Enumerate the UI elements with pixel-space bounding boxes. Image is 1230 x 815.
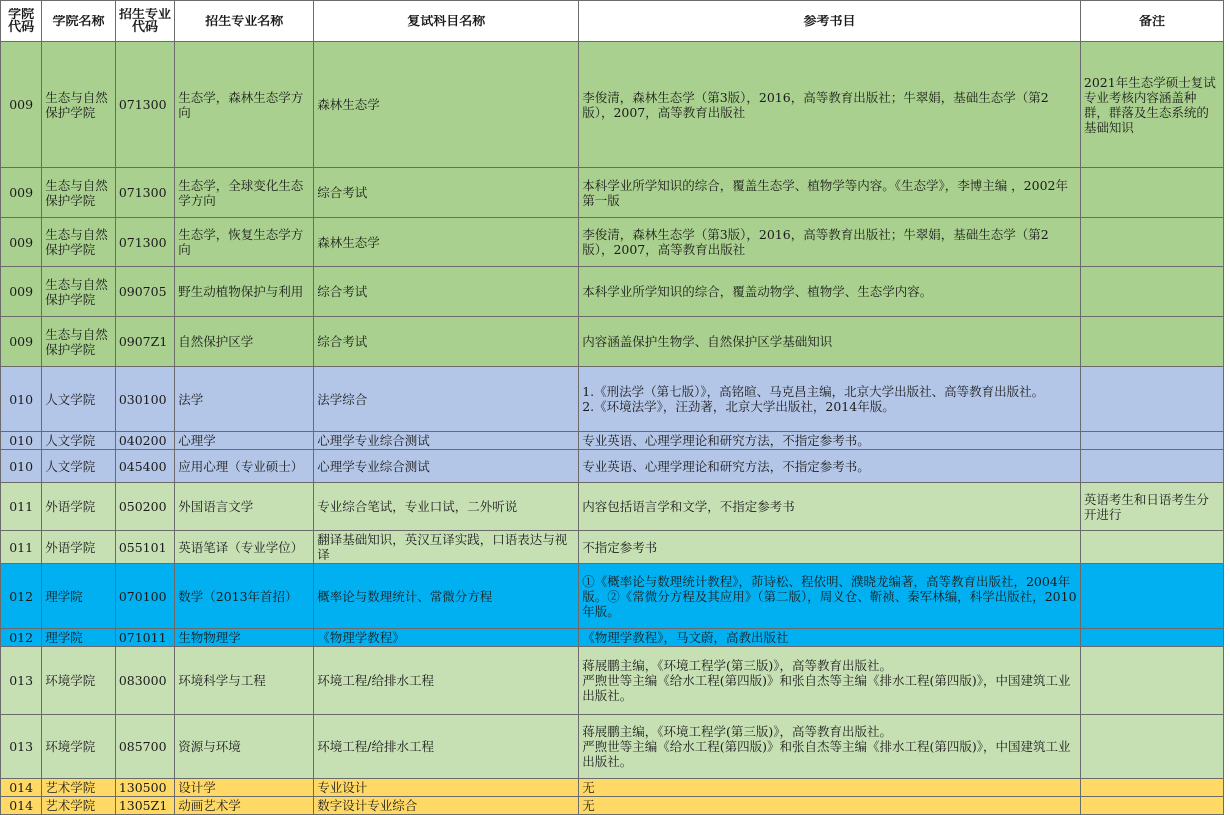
table-row [1,564,1224,629]
major-name-cell [175,218,314,267]
major-code-cell [115,168,174,218]
major-name-cell [175,450,314,483]
college-name-cell [42,168,116,218]
reference-books-cell [579,218,1081,267]
retest-subject-cell [314,450,579,483]
major-name-cell [175,168,314,218]
reference-books-cell [579,629,1081,647]
college-name-cell [42,531,116,564]
major-code-cell [115,267,174,317]
reference-books-cell [579,531,1081,564]
major-code-text: 1305Z1 [118,798,168,813]
table-row [1,797,1224,815]
college-code-text: 009 [9,97,34,112]
major-name-cell [175,629,314,647]
table-row [1,42,1224,168]
reference-books-text: 不指定参考书 [582,539,658,555]
major-name-text: 野生动植物保护与利用 [178,284,304,299]
college-name-text: 生态与自然保护学院 [45,177,108,208]
retest-subject-cell [314,42,579,168]
major-name-cell [175,779,314,797]
major-name-text: 外国语言文学 [178,499,254,514]
table-row [1,317,1224,367]
reference-books-text: ①《概率论与数理统计教程》，茆诗松、程依明、濮晓龙编著，高等教育出版社，2004年版。②《常微分方程及其应用》（第二版），周义仓、靳祯、秦军林编，科学出版社，2010年版。 [582,573,1077,619]
reference-books-cell [579,432,1081,450]
retest-subject-cell [314,367,579,432]
college-name-cell [42,218,116,267]
major-name-text: 心理学 [178,433,216,448]
college-name-text: 艺术学院 [45,798,96,813]
major-name-text: 生态学，全球变化生态学方向 [178,177,304,208]
retest-subject-text: 综合考试 [317,284,368,299]
reference-books-cell [579,317,1081,367]
reference-books-cell [579,483,1081,531]
reference-books-text: 本科学业所学知识的综合，覆盖生态学、植物学等内容。《生态学》，李博主编 ，2002年第一版 [582,177,1068,208]
college-name-text: 环境学院 [45,739,96,754]
college-name-text: 生态与自然保护学院 [45,276,108,307]
table-row [1,483,1224,531]
table-row [1,531,1224,564]
college-name-cell [42,483,116,531]
major-code-cell [115,797,174,815]
header-reference-books: 参考书目 [579,1,1081,42]
college-code-text: 009 [9,334,34,349]
reference-books-text: 1.《刑法学（第七版）》，高铭暄、马克昌主编，北京大学出版社、高等教育出版社。 2.《环境法学》，汪劲著，北京大学出版社，2014年版。 [582,384,1045,414]
college-name-cell [42,564,116,629]
retest-subject-cell [314,267,579,317]
college-code-cell [1,42,42,168]
reference-books-cell [579,715,1081,779]
retest-subject-text: 数字设计专业综合 [317,798,418,813]
college-name-text: 生态与自然保护学院 [45,89,108,120]
major-code-text: 071300 [118,185,167,200]
reference-books-text: 无 [582,780,595,795]
major-name-cell [175,432,314,450]
remarks-cell [1080,42,1223,168]
college-code-text: 009 [9,185,34,200]
major-code-text: 0907Z1 [118,334,168,349]
retest-subject-text: 环境工程/给排水工程 [317,739,434,754]
major-code-cell [115,483,174,531]
college-code-cell [1,779,42,797]
college-code-cell [1,797,42,815]
major-name-text: 设计学 [178,780,216,795]
table-row [1,450,1224,483]
college-code-text: 013 [9,739,34,754]
retest-subject-text: 森林生态学 [317,97,380,112]
major-name-text: 动画艺术学 [178,798,241,813]
college-code-text: 009 [9,284,34,299]
major-name-cell [175,715,314,779]
reference-books-text: 本科学业所学知识的综合，覆盖动物学、植物学、生态学内容。 [582,284,933,299]
college-code-cell [1,367,42,432]
college-code-cell [1,267,42,317]
major-code-cell [115,450,174,483]
major-name-cell [175,367,314,432]
remarks-cell [1080,715,1223,779]
reference-books-text: 《物理学教程》，马文蔚，高教出版社 [582,630,789,645]
retest-subject-cell [314,715,579,779]
major-name-text: 英语笔译（专业学位） [178,539,304,555]
major-name-cell [175,647,314,715]
reference-books-cell [579,450,1081,483]
table-row [1,629,1224,647]
college-name-text: 艺术学院 [45,780,96,795]
college-name-text: 理学院 [45,588,83,604]
table-row [1,647,1224,715]
major-name-text: 生态学，森林生态学方向 [178,89,304,120]
major-name-cell [175,531,314,564]
major-code-cell [115,715,174,779]
retest-subject-cell [314,797,579,815]
reference-books-text: 李俊清，森林生态学（第3版），2016，高等教育出版社；牛翠娟，基础生态学（第2版），2007，高等教育出版社 [582,227,1049,257]
table-row [1,779,1224,797]
college-code-cell [1,317,42,367]
remarks-cell [1080,432,1223,450]
header-major-name: 招生专业名称 [175,1,314,42]
college-name-cell [42,715,116,779]
table-row [1,168,1224,218]
retest-subject-cell [314,218,579,267]
college-name-text: 外语学院 [45,539,96,555]
remarks-text: 2021年生态学硕士复试专业考核内容涵盖种群，群落及生态系统的基础知识 [1083,74,1216,135]
major-name-cell [175,42,314,168]
college-name-cell [42,317,116,367]
retest-subject-cell [314,317,579,367]
reference-books-text: 蒋展鹏主编，《环境工程学(第三版)》，高等教育出版社。 严煦世等主编《给水工程(第四版)》和张自杰等主编《排水工程(第四版)》，中国建筑工业出版社。 [582,724,1071,769]
college-name-cell [42,432,116,450]
header-retest-subject: 复试科目名称 [314,1,579,42]
major-code-text: 085700 [118,739,167,754]
major-name-text: 数学（2013年首招） [178,588,298,604]
major-code-cell [115,779,174,797]
retest-subject-text: 法学综合 [317,391,368,407]
college-name-cell [42,450,116,483]
header-major-code: 招生专业代码 [115,1,174,42]
college-code-text: 011 [9,499,34,514]
remarks-cell [1080,564,1223,629]
major-code-cell [115,432,174,450]
major-code-cell [115,367,174,432]
retest-subject-text: 概率论与数理统计、常微分方程 [317,588,493,604]
major-code-cell [115,647,174,715]
college-code-cell [1,483,42,531]
major-code-text: 040200 [118,433,167,448]
table-row [1,367,1224,432]
college-name-text: 生态与自然保护学院 [45,326,108,357]
retest-subject-text: 森林生态学 [317,234,380,250]
college-code-text: 010 [9,458,34,474]
college-code-cell [1,715,42,779]
college-name-text: 理学院 [45,630,83,645]
college-name-cell [42,42,116,168]
major-code-text: 071011 [118,630,167,645]
header-college-code: 学院代码 [1,1,42,42]
major-name-cell [175,267,314,317]
college-name-cell [42,629,116,647]
retest-subject-cell [314,629,579,647]
major-code-text: 050200 [118,499,167,514]
table-row [1,218,1224,267]
retest-subject-text: 翻译基础知识，英汉互译实践，口语表达与视译 [317,532,568,562]
reference-books-cell [579,168,1081,218]
reference-books-cell [579,779,1081,797]
major-code-text: 070100 [118,588,167,604]
remarks-cell [1080,779,1223,797]
remarks-cell [1080,647,1223,715]
remarks-cell [1080,317,1223,367]
retest-subject-cell [314,564,579,629]
remarks-cell [1080,218,1223,267]
major-code-text: 055101 [118,539,167,555]
college-code-text: 013 [9,673,34,688]
college-code-cell [1,564,42,629]
college-code-text: 014 [9,798,34,813]
major-name-text: 生态学，恢复生态学方向 [178,227,304,257]
reference-books-text: 蒋展鹏主编，《环境工程学(第三版)》，高等教育出版社。 严煦世等主编《给水工程(第四版)》和张自杰等主编《排水工程(第四版)》，中国建筑工业出版社。 [582,658,1071,703]
table-body [1,42,1224,815]
reference-books-cell [579,564,1081,629]
table-row [1,432,1224,450]
reference-books-text: 李俊清，森林生态学（第3版），2016，高等教育出版社；牛翠娟，基础生态学（第2版），2007，高等教育出版社 [582,89,1049,120]
college-name-text: 外语学院 [45,499,96,514]
major-name-text: 法学 [178,391,204,407]
reference-books-text: 无 [582,798,595,813]
remarks-cell [1080,629,1223,647]
reference-books-text: 内容涵盖保护生物学、自然保护区学基础知识 [582,334,833,349]
college-name-text: 人文学院 [45,433,96,448]
major-code-cell [115,218,174,267]
remarks-cell [1080,168,1223,218]
remarks-cell [1080,531,1223,564]
header-college-name: 学院名称 [42,1,116,42]
retest-subject-text: 心理学专业综合测试 [317,458,430,474]
major-name-cell [175,317,314,367]
college-code-cell [1,168,42,218]
reference-books-text: 专业英语、心理学理论和研究方法，不指定参考书。 [582,458,870,474]
reference-books-cell [579,367,1081,432]
remarks-cell [1080,450,1223,483]
retest-subject-text: 专业设计 [317,780,368,795]
major-code-text: 045400 [118,458,167,474]
college-name-cell [42,267,116,317]
retest-subject-text: 《物理学教程》 [317,630,405,645]
retest-subject-cell [314,168,579,218]
major-name-cell [175,564,314,629]
retest-subject-cell [314,432,579,450]
college-code-text: 010 [9,391,34,407]
remarks-cell [1080,797,1223,815]
retest-subject-text: 心理学专业综合测试 [317,433,430,448]
header-remarks: 备注 [1080,1,1223,42]
reference-books-text: 专业英语、心理学理论和研究方法，不指定参考书。 [582,433,870,448]
major-code-cell [115,564,174,629]
major-name-cell [175,797,314,815]
college-code-cell [1,647,42,715]
major-name-cell [175,483,314,531]
retest-subject-cell [314,779,579,797]
retest-subject-cell [314,647,579,715]
college-code-text: 012 [9,588,34,604]
reference-books-text: 内容包括语言学和文学，不指定参考书 [582,499,795,514]
major-code-text: 071300 [118,97,167,112]
major-code-text: 090705 [118,284,167,299]
major-name-text: 生物物理学 [178,630,241,645]
college-name-cell [42,779,116,797]
major-code-cell [115,317,174,367]
major-name-text: 资源与环境 [178,739,241,754]
college-code-text: 011 [9,539,34,555]
reference-books-cell [579,797,1081,815]
college-code-cell [1,218,42,267]
table-row [1,715,1224,779]
college-name-cell [42,647,116,715]
retest-subject-text: 综合考试 [317,185,368,200]
college-name-text: 人文学院 [45,391,96,407]
major-code-text: 030100 [118,391,167,407]
major-code-cell [115,629,174,647]
remarks-cell [1080,267,1223,317]
college-code-cell [1,450,42,483]
major-name-text: 自然保护区学 [178,334,254,349]
reference-books-cell [579,647,1081,715]
remarks-text: 英语考生和日语考生分开进行 [1083,491,1209,522]
college-name-cell [42,367,116,432]
college-name-text: 生态与自然保护学院 [45,227,108,257]
college-name-text: 环境学院 [45,673,96,688]
retest-subject-text: 专业综合笔试，专业口试，二外听说 [317,499,518,514]
college-name-text: 人文学院 [45,458,96,474]
major-name-text: 应用心理（专业硕士） [178,458,304,474]
college-code-text: 009 [9,234,34,250]
college-code-text: 014 [9,780,34,795]
remarks-cell [1080,483,1223,531]
remarks-cell [1080,367,1223,432]
major-code-text: 083000 [118,673,167,688]
retest-subject-text: 综合考试 [317,334,368,349]
table-row [1,267,1224,317]
reference-books-cell [579,42,1081,168]
major-code-text: 130500 [118,780,167,795]
header-row [1,1,1224,42]
retest-subject-cell [314,531,579,564]
college-code-text: 012 [9,630,34,645]
college-code-cell [1,629,42,647]
college-code-cell [1,531,42,564]
retest-subject-cell [314,483,579,531]
college-name-cell [42,797,116,815]
retest-subject-text: 环境工程/给排水工程 [317,673,434,688]
college-code-cell [1,432,42,450]
major-name-text: 环境科学与工程 [178,673,266,688]
major-code-cell [115,42,174,168]
major-code-cell [115,531,174,564]
college-code-text: 010 [9,433,34,448]
reference-books-cell [579,267,1081,317]
major-code-text: 071300 [118,234,167,250]
